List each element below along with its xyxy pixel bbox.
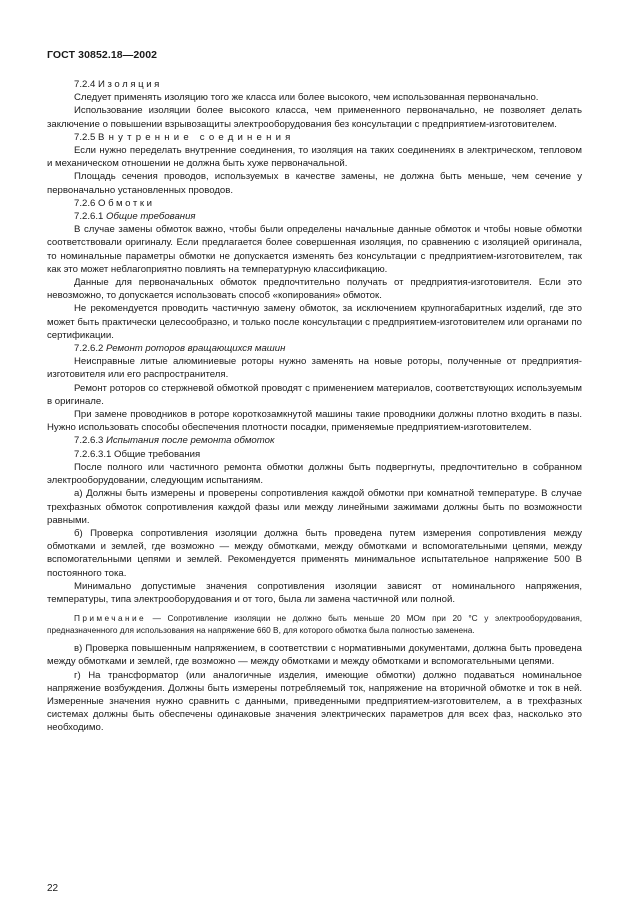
paragraph: Использование изоляции более высокого класса, чем примененного первоначально, не позволяет делать заключение о повышении взрывозащиты электрооборудования без консультации с предприятием-изготовителем. (47, 105, 582, 130)
paragraph: Неисправные литые алюминиевые роторы нужно заменять на новые роторы, полученные от предприятия-изготовителя или его распространителя. (47, 356, 582, 381)
paragraph: В случае замены обмоток важно, чтобы были определены начальные данные обмоток и чтобы новые обмотки соответствовали оригиналу. Если предлагается более совершенная изоляция, по сравнению с изоляцией оригинала, то номинальные параметры обмотки не допускается изменять без консультации с предприятием-изготовителем, так как это может неблагоприятно повлиять на температурную классификацию. (47, 224, 582, 275)
list-item-a: а) Должны быть измерены и проверены сопротивления каждой обмотки при комнатной температуре. В случае трехфазных обмоток сопротивления каждой фазы или между линейными зажимами должны быть по возможности равными. (47, 488, 582, 526)
list-item-b: б) Проверка сопротивления изоляции должна быть проведена путем измерения сопротивления между обмотками и землей, где возможно — между обмотками, между обмотками и вспомогательными цепями, между вспомогательными цепями и землей. Рекомендуется применять минимальное испытательное напряжение 500 В постоянного тока. (47, 527, 582, 579)
document-code: ГОСТ 30852.18—2002 (47, 49, 158, 61)
paragraph: При замене проводников в роторе короткозамкнутой машины такие проводники должны плотно входить в пазы. Нужно использовать способы обеспечения плотности посадки, применяемые предприятием-изготовителем. (47, 409, 582, 434)
note (47, 612, 582, 636)
paragraph: Ремонт роторов со стержневой обмоткой проводят с применением материалов, соответствующих используемым в оригинале. (47, 382, 582, 407)
list-item-g: г) На трансформатор (или аналогичные изделия, имеющие обмотки) должно подаваться номинальное напряжение возбуждения. Должны быть измерены потребляемый ток, напряжение на вторичной обмотке и ток в ней. Измеренные значения нужно сравнить с данными, приведенными предприятием-изготовителем, а в трехфазных системах должны быть обеспечены одинаковые значения электрических параметров для всех фаз, насколько это необходимо. (47, 669, 582, 734)
list-item-v: в) Проверка повышенным напряжением, в соответствии с нормативными документами, должна быть проведена между обмотками и землей, где возможно — между обмотками и между обмотками и вспомогательными цепями. (47, 643, 582, 668)
paragraph: Минимально допустимые значения сопротивления изоляции зависят от номинального напряжения, температуры, типа электрооборудования и от того, была ли замена частичной или полной. (47, 580, 582, 605)
paragraph: Если нужно переделать внутренние соединения, то изоляция на таких соединениях в электрическом, тепловом и механическом отношении не должна быть хуже первоначальной. (47, 145, 582, 170)
paragraph: Площадь сечения проводов, используемых в качестве замены, не должна быть меньше, чем сечение у первоначально установленных проводов. (47, 171, 582, 196)
note-text: — Сопротивление изоляции не должно быть меньше 20 МОм при 20 °С у электрооборудования, предназначенного для использования на напряжение 660 В, для которого обмотка была полностью заменена. (47, 613, 582, 636)
paragraph: Следует применять изоляцию того же класса или более высокого, чем использованная первоначально. (74, 92, 539, 104)
paragraph: Не рекомендуется проводить частичную замену обмоток, за исключением крупногабаритных изделий, где это может быть практически целесообразно, и только после консультации с предприятием-изготовителем или органами по сертификации. (47, 303, 582, 341)
section-heading-7-2-6-3-1: 7.2.6.3.1 Общие требования (74, 448, 201, 460)
section-heading-7-2-6-1: 7.2.6.1 Общие требования (74, 211, 196, 223)
paragraph: После полного или частичного ремонта обмотки должны быть подвергнуты, предпочтительно в собранном электрооборудовании, следующим испытаниям. (47, 461, 582, 487)
section-heading-7-2-4: 7.2.4 Изоляция (74, 79, 162, 90)
page-number: 22 (47, 883, 59, 894)
note-label: Примечание (74, 613, 147, 624)
section-heading-7-2-6: 7.2.6 Обмотки (74, 197, 155, 209)
paragraph: Данные для первоначальных обмоток предпочтительно получать от предприятия-изготовителя. Если это невозможно, то допускается использовать способ «копирования» обмоток. (47, 277, 582, 302)
section-heading-7-2-5: 7.2.5 Внутренние соединения (74, 131, 295, 143)
document-body (47, 78, 582, 735)
section-heading-7-2-6-3: 7.2.6.3 Испытания после ремонта обмоток (74, 435, 275, 447)
section-heading-7-2-6-2: 7.2.6.2 Ремонт роторов вращающихся машин (74, 343, 286, 355)
